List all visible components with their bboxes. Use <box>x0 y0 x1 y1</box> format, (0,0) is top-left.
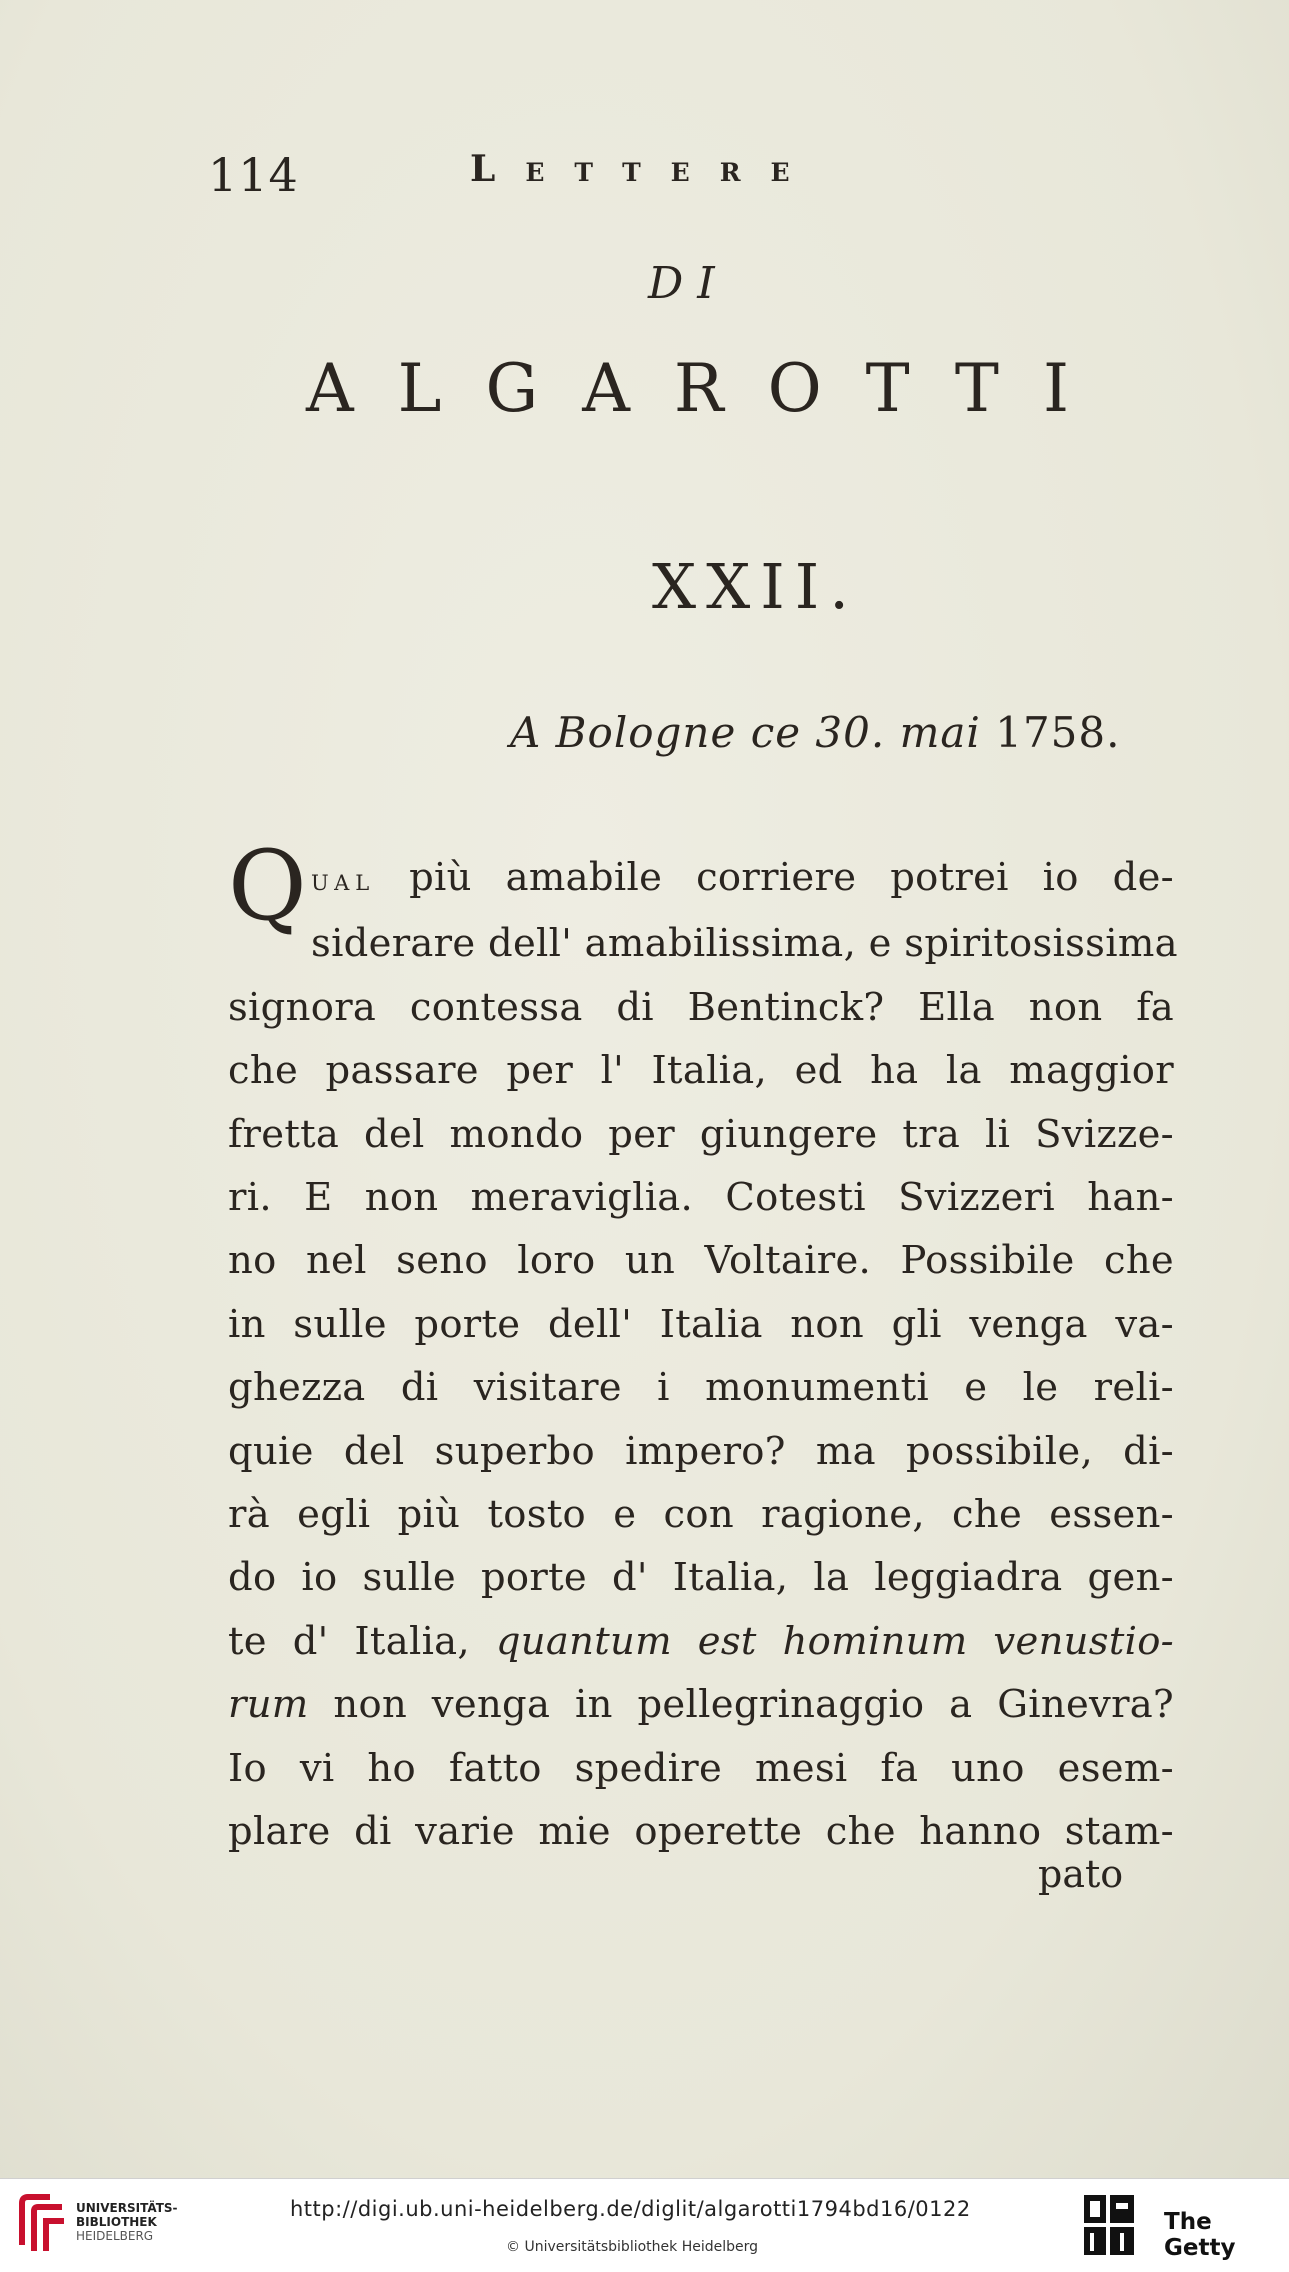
latin-quote: quantum est hominum venustio- <box>495 1618 1174 1664</box>
letter-body <box>228 830 1178 1864</box>
body-line: te d' Italia, quantum est hominum venustio- <box>228 1618 1174 1664</box>
viewer-footer <box>0 2178 1289 2272</box>
letter-number: XXII. <box>652 550 859 623</box>
latin-quote-end: rum <box>228 1682 309 1728</box>
permalink[interactable]: http://digi.ub.uni-heidelberg.de/diglit/algarotti1794bd16/0122 <box>290 2197 971 2221</box>
body-line: ual più amabile corriere potrei io de- <box>311 855 1174 900</box>
dateline-year: 1758. <box>995 708 1121 757</box>
body-line: rum non venga in pellegrinaggio a Ginevra? <box>228 1682 1174 1728</box>
body-line: che passare per l' Italia, ed ha la maggior <box>228 1048 1174 1094</box>
title-di: DI <box>648 258 729 309</box>
body-line: no nel seno loro un Voltaire. Possibile che <box>228 1238 1174 1284</box>
ub-heidelberg-logo-icon[interactable] <box>14 2193 70 2255</box>
body-line: signora contessa di Bentinck? Ella non fa <box>228 984 1174 1030</box>
drop-cap: Q <box>228 830 308 942</box>
body-line: in sulle porte dell' Italia non gli venga va- <box>228 1301 1174 1347</box>
page-number: 114 <box>208 148 299 202</box>
running-head: Lettere <box>470 148 820 190</box>
body-line: do io sulle porte d' Italia, la leggiadra gen- <box>228 1555 1174 1601</box>
body-line: Io vi ho fatto spedire mesi fa uno esem- <box>228 1745 1174 1791</box>
first-word-smallcaps: ual <box>311 863 376 898</box>
body-line: ri. E non meraviglia. Cotesti Svizzeri han- <box>228 1175 1174 1221</box>
dateline <box>510 708 1120 757</box>
library-name: UNIVERSITÄTS- BIBLIOTHEK HEIDELBERG <box>76 2201 178 2243</box>
title-author: ALGAROTTI <box>306 350 1114 427</box>
dateline-text: A Bologne ce 30. mai <box>510 708 981 757</box>
body-line: ghezza di visitare i monumenti e le reli- <box>228 1365 1174 1411</box>
body-line: rà egli più tosto e con ragione, che essen- <box>228 1492 1174 1538</box>
body-line: fretta del mondo per giungere tra li Svizze- <box>228 1111 1174 1157</box>
body-line: plare di varie mie operette che hanno stam- <box>228 1809 1174 1855</box>
getty-logo-icon[interactable] <box>1082 2193 1136 2257</box>
sponsor-name: The Getty <box>1164 2209 1236 2261</box>
catchword: pato <box>1038 1852 1124 1896</box>
body-line: quie del superbo impero? ma possibile, di- <box>228 1428 1174 1474</box>
copyright: © Universitätsbibliothek Heidelberg <box>506 2239 759 2255</box>
body-line: siderare dell' amabilissima, e spiritosissima <box>311 921 1178 967</box>
